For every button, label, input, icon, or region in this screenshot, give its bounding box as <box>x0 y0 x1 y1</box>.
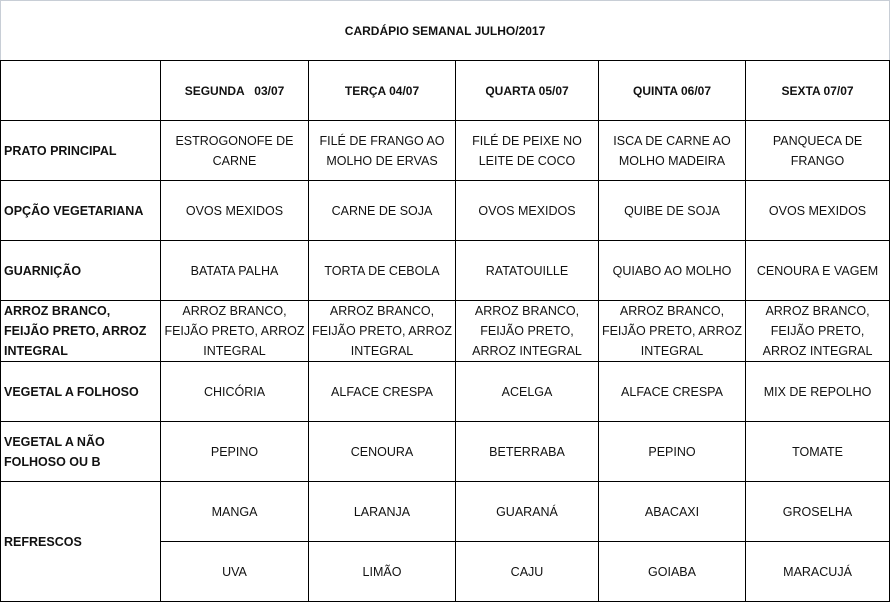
title-row <box>1 1 890 61</box>
menu-cell: ALFACE CRESPA <box>599 362 746 422</box>
menu-cell: GROSELHA <box>746 482 890 542</box>
menu-row <box>1 121 890 181</box>
menu-cell: ISCA DE CARNE AO MOLHO MADEIRA <box>599 121 746 181</box>
menu-cell: QUIBE DE SOJA <box>599 181 746 241</box>
menu-cell: BATATA PALHA <box>161 241 309 301</box>
menu-cell: PEPINO <box>161 422 309 482</box>
menu-cell: ACELGA <box>456 362 599 422</box>
menu-cell: ALFACE CRESPA <box>309 362 456 422</box>
menu-row <box>1 301 890 362</box>
menu-cell: OVOS MEXIDOS <box>456 181 599 241</box>
row-label: OPÇÃO VEGETARIANA <box>1 181 161 241</box>
menu-cell: MANGA <box>161 482 309 542</box>
menu-cell: TOMATE <box>746 422 890 482</box>
menu-cell: MIX DE REPOLHO <box>746 362 890 422</box>
header-row <box>1 61 890 121</box>
menu-cell: PANQUECA DE FRANGO <box>746 121 890 181</box>
day-header: TERÇA 04/07 <box>309 61 456 121</box>
menu-cell: OVOS MEXIDOS <box>746 181 890 241</box>
menu-cell: GUARANÁ <box>456 482 599 542</box>
menu-cell: CHICÓRIA <box>161 362 309 422</box>
menu-cell: ARROZ BRANCO, FEIJÃO PRETO, ARROZ INTEGRAL <box>309 301 456 362</box>
menu-cell: TORTA DE CEBOLA <box>309 241 456 301</box>
day-header: QUARTA 05/07 <box>456 61 599 121</box>
menu-cell: CENOURA E VAGEM <box>746 241 890 301</box>
menu-cell: ESTROGONOFE DE CARNE <box>161 121 309 181</box>
menu-row <box>1 241 890 301</box>
menu-cell: OVOS MEXIDOS <box>161 181 309 241</box>
day-header: SEXTA 07/07 <box>746 61 890 121</box>
menu-cell: FILÉ DE PEIXE NO LEITE DE COCO <box>456 121 599 181</box>
row-label: GUARNIÇÃO <box>1 241 161 301</box>
menu-cell: RATATOUILLE <box>456 241 599 301</box>
menu-cell: BETERRABA <box>456 422 599 482</box>
menu-cell: PEPINO <box>599 422 746 482</box>
menu-cell: MARACUJÁ <box>746 542 890 602</box>
row-label: REFRESCOS <box>1 482 161 602</box>
menu-cell: ARROZ BRANCO, FEIJÃO PRETO, ARROZ INTEGRAL <box>161 301 309 362</box>
row-label: VEGETAL A NÃO FOLHOSO OU B <box>1 422 161 482</box>
menu-cell: QUIABO AO MOLHO <box>599 241 746 301</box>
menu-cell: ABACAXI <box>599 482 746 542</box>
row-label: PRATO PRINCIPAL <box>1 121 161 181</box>
menu-cell: LARANJA <box>309 482 456 542</box>
menu-cell: ARROZ BRANCO, FEIJÃO PRETO, ARROZ INTEGRAL <box>599 301 746 362</box>
menu-row <box>1 181 890 241</box>
menu-cell: ARROZ BRANCO, FEIJÃO PRETO, ARROZ INTEGRAL <box>746 301 890 362</box>
menu-cell: FILÉ DE FRANGO AO MOLHO DE ERVAS <box>309 121 456 181</box>
menu-cell: ARROZ BRANCO, FEIJÃO PRETO, ARROZ INTEGRAL <box>456 301 599 362</box>
row-label: ARROZ BRANCO, FEIJÃO PRETO, ARROZ INTEGRAL <box>1 301 161 362</box>
menu-cell: GOIABA <box>599 542 746 602</box>
menu-cell: CENOURA <box>309 422 456 482</box>
menu-row <box>1 362 890 422</box>
header-empty-cell <box>1 61 161 121</box>
row-label: VEGETAL A FOLHOSO <box>1 362 161 422</box>
menu-cell: CAJU <box>456 542 599 602</box>
refrescos-row <box>1 482 890 542</box>
menu-cell: UVA <box>161 542 309 602</box>
menu-cell: CARNE DE SOJA <box>309 181 456 241</box>
day-header: SEGUNDA 03/07 <box>161 61 309 121</box>
menu-cell: LIMÃO <box>309 542 456 602</box>
menu-title: CARDÁPIO SEMANAL JULHO/2017 <box>1 1 890 61</box>
day-header: QUINTA 06/07 <box>599 61 746 121</box>
menu-row <box>1 422 890 482</box>
